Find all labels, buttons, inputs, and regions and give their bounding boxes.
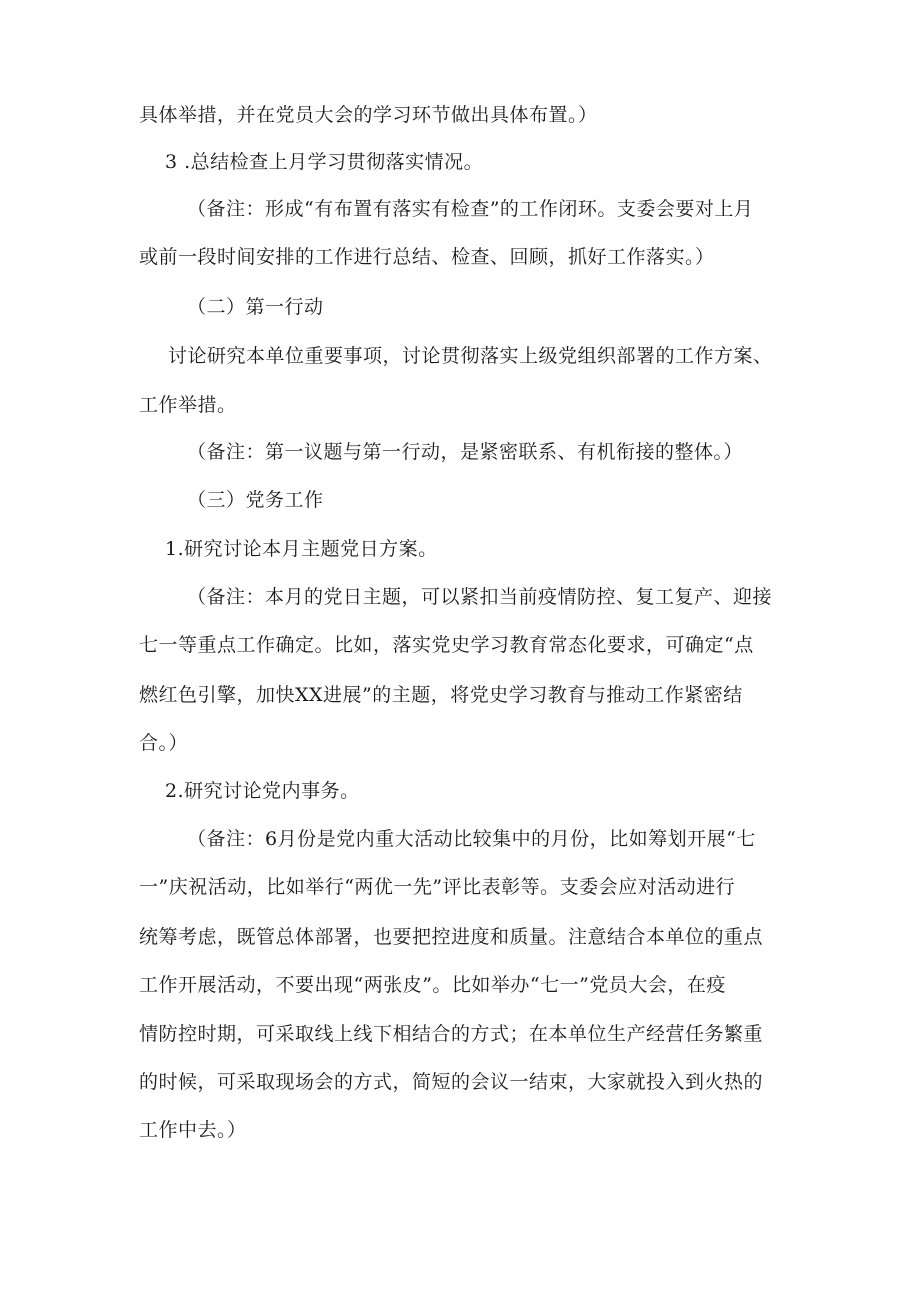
note-paragraph: （备注：形成“有布置有落实有检查”的工作闭环。支委会要对上月 xyxy=(187,198,754,220)
text-line: 或前一段时间安排的工作进行总结、检查、回顾，抓好工作落实。） xyxy=(139,246,715,268)
text-line: 工作开展活动，不要出现“两张皮”。比如举办“七一”党员大会，在疫 xyxy=(139,974,726,996)
text-line: 具体举措，并在党员大会的学习环节做出具体布置。） xyxy=(139,104,598,126)
list-item-3: 3 .总结检查上月学习贯彻落实情况。 xyxy=(165,151,484,173)
section-heading-2: （二）第一行动 xyxy=(187,296,324,318)
note-paragraph: （备注：第一议题与第一行动，是紧密联系、有机衔接的整体。） xyxy=(187,441,744,463)
list-item-1: 1.研究讨论本月主题党日方案。 xyxy=(165,538,438,560)
text-line: 情防控时期，可采取线上线下相结合的方式；在本单位生产经营任务繁重 xyxy=(139,1023,764,1045)
text-line: 合。） xyxy=(139,732,189,754)
text-line: 七一等重点工作确定。比如，落实党史学习教育常态化要求，可确定“点 xyxy=(139,634,754,656)
body-paragraph: 讨论研究本单位重要事项，讨论贯彻落实上级党组织部署的工作方案、 xyxy=(168,345,773,367)
section-heading-3: （三）党务工作 xyxy=(187,489,324,511)
text-line: 燃红色引擎，加快XX进展”的主题，将党史学习教育与推动工作紧密结 xyxy=(139,684,743,706)
list-item-2: 2.研究讨论党内事务。 xyxy=(165,780,360,802)
note-paragraph: （备注：本月的党日主题，可以紧扣当前疫情防控、复工复产、迎接 xyxy=(187,586,773,608)
text-line: 工作中去。） xyxy=(139,1119,247,1141)
text-line: 工作举措。 xyxy=(139,394,237,416)
note-paragraph: （备注：6月份是党内重大活动比较集中的月份，比如筹划开展“七 xyxy=(187,828,756,850)
text-line: 的时候，可采取现场会的方式，简短的会议一结束，大家就投入到火热的 xyxy=(139,1071,764,1093)
text-line: 统筹考虑，既管总体部署，也要把控进度和质量。注意结合本单位的重点 xyxy=(139,926,764,948)
text-line: 一”庆祝活动，比如举行“两优一先”评比表彰等。支委会应对活动进行 xyxy=(139,876,736,898)
